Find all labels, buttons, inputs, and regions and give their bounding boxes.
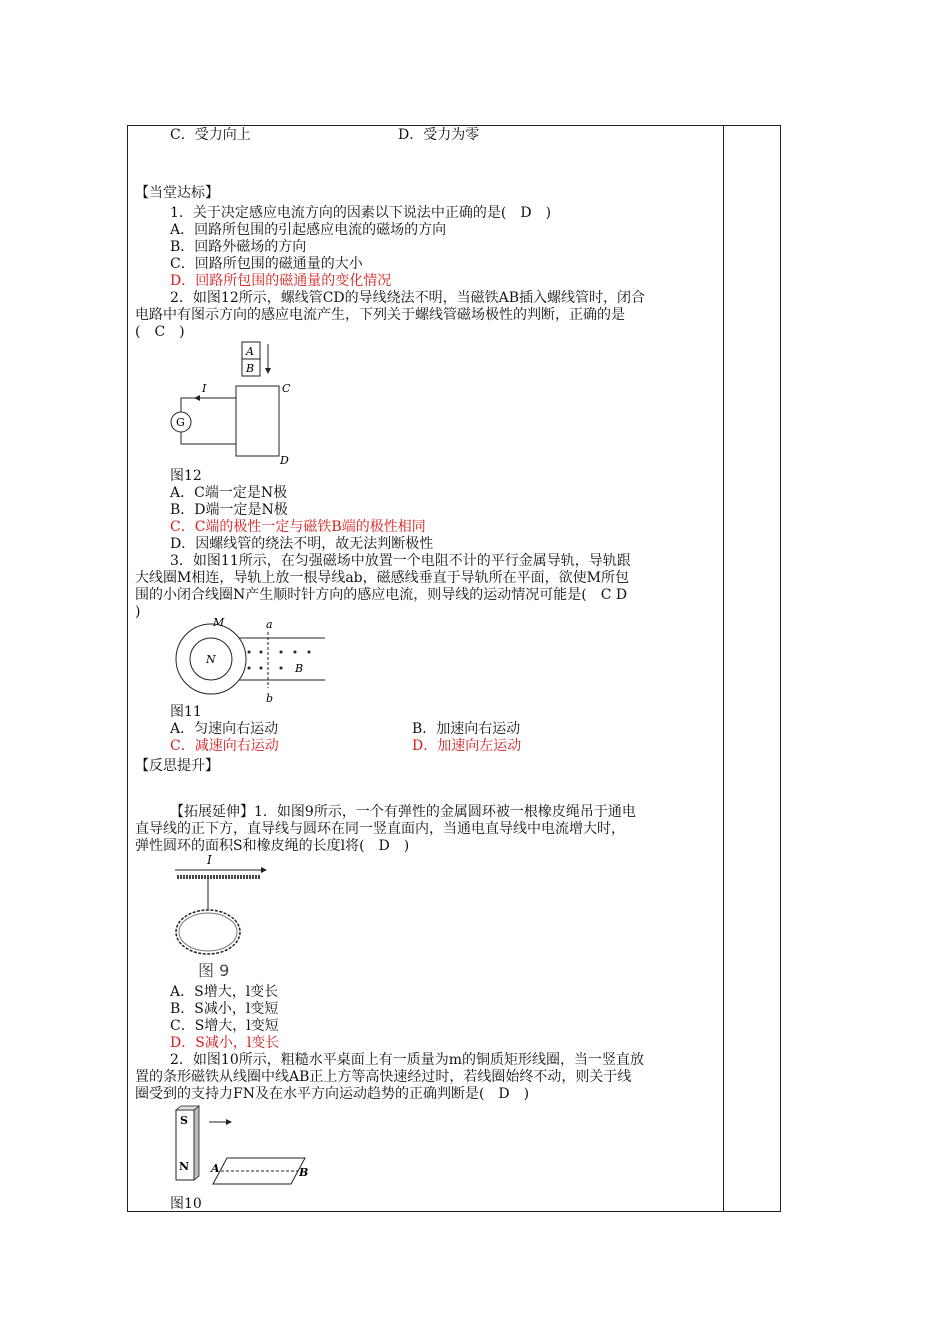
q1-stem: 1．关于决定感应电流方向的因素以下说法中正确的是( D ) (170, 205, 552, 221)
option-d: D．受力为零 (398, 127, 480, 143)
q2-option-d: D．因螺线管的绕法不明，故无法判断极性 (170, 536, 434, 552)
fig11-label-m: M (213, 616, 225, 629)
fig12-label-b: B (246, 362, 255, 375)
figure-11-coil-rails (165, 616, 335, 708)
section-heading: 【当堂达标】 (135, 185, 219, 201)
fig11-label-n: N (206, 653, 216, 666)
fig10-label-a: A (211, 1162, 220, 1175)
q2-option-a: A．C端一定是N极 (170, 485, 288, 501)
figure-10-caption: 图10 (170, 1196, 202, 1212)
solenoid (236, 386, 279, 456)
q1-option-a: A．回路所包围的引起感应电流的磁场的方向 (170, 222, 447, 238)
fig10-label-n: N (179, 1160, 190, 1173)
q3-option-a: A．匀速向右运动 (170, 721, 279, 737)
q3-option-b: B．加速向右运动 (412, 721, 521, 737)
q2-stem-line2: 电路中有图示方向的感应电流产生，下列关于螺线管磁场极性的判断，正确的是 (135, 307, 625, 323)
fig10-label-b: B (299, 1166, 309, 1179)
q3-stem-line3: 围的小闭合线圈N产生顺时针方向的感应电流，则导线的运动情况可能是( C D (135, 587, 628, 603)
q3-stem-line4: ) (135, 604, 141, 620)
figure-10-magnet-coil (165, 1104, 315, 1194)
q2-option-b: B．D端一定是N极 (170, 502, 288, 518)
ext1-option-b: B．S减小，l变短 (170, 1001, 279, 1017)
q2-stem-line3: ( C ) (135, 324, 185, 340)
fig9-label-i: I (207, 853, 212, 867)
fig10-label-s: S (180, 1114, 188, 1127)
ext1-option-c: C．S增大，l变短 (170, 1018, 279, 1034)
q3-stem-line2: 大线圈M相连，导轨上放一根导线ab，磁感线垂直于导轨所在平面，欲使M所包 (135, 570, 629, 586)
column-divider (723, 125, 724, 1212)
figure-11-caption: 图11 (170, 704, 202, 720)
q1-option-c: C．回路所包围的磁通量的大小 (170, 256, 363, 272)
fig12-label-i: I (202, 382, 207, 395)
figure-12-solenoid-circuit (160, 336, 310, 466)
figure-9-caption: 图 9 (198, 961, 230, 980)
option-c: C．受力向上 (170, 127, 251, 143)
fig11-label-bfield: B (295, 662, 304, 675)
fig12-label-a: A (246, 345, 254, 358)
fig12-label-d: D (280, 454, 289, 466)
ext2-stem-line2: 置的条形磁铁从线圈中线AB正上方等高快速经过时，若线圈始终不动，则关于线 (135, 1069, 632, 1085)
ext1-stem-line1: 【拓展延伸】1．如图9所示，一个有弹性的金属圆环被一根橡皮绳吊于通电 (170, 804, 636, 820)
figure-12-caption: 图12 (170, 468, 202, 484)
ext1-option-d-answer: D．S减小，l变长 (170, 1035, 280, 1051)
ext1-stem-line3: 弹性圆环的面积S和橡皮绳的长度l将( D ) (135, 838, 410, 854)
q3-option-c-answer: C．减速向右运动 (170, 738, 279, 754)
ext1-stem-line2: 直导线的正下方，直导线与圆环在同一竖直面内，当通电直导线中电流增大时， (135, 821, 625, 837)
current-arrow (194, 395, 200, 401)
section-heading-reflection: 【反思提升】 (135, 758, 219, 774)
ext2-stem-line1: 2．如图10所示，粗糙水平桌面上有一质量为m的铜质矩形线圈，当一竖直放 (170, 1052, 644, 1068)
q1-option-d-answer: D．回路所包围的磁通量的变化情况 (170, 273, 392, 289)
q3-stem-line1: 3．如图11所示，在匀强磁场中放置一个电阻不计的平行金属导轨，导轨跟 (170, 553, 631, 569)
q2-stem-line1: 2．如图12所示，螺线管CD的导线绕法不明，当磁铁AB插入螺线管时，闭合 (170, 290, 646, 306)
ext2-stem-line3: 圈受到的支持力FN及在水平方向运动趋势的正确判断是( D ) (135, 1086, 530, 1102)
fig11-label-a: a (266, 618, 273, 631)
ext1-option-a: A．S增大，l变长 (170, 984, 279, 1000)
elastic-ring (176, 910, 240, 954)
q1-option-b: B．回路外磁场的方向 (170, 239, 307, 255)
q3-option-d-answer: D．加速向左运动 (412, 738, 522, 754)
fig12-label-c: C (282, 382, 291, 395)
fig12-label-g: G (176, 416, 185, 429)
fig11-label-b: b (266, 692, 274, 705)
q2-option-c-answer: C．C端的极性一定与磁铁B端的极性相同 (170, 519, 426, 535)
